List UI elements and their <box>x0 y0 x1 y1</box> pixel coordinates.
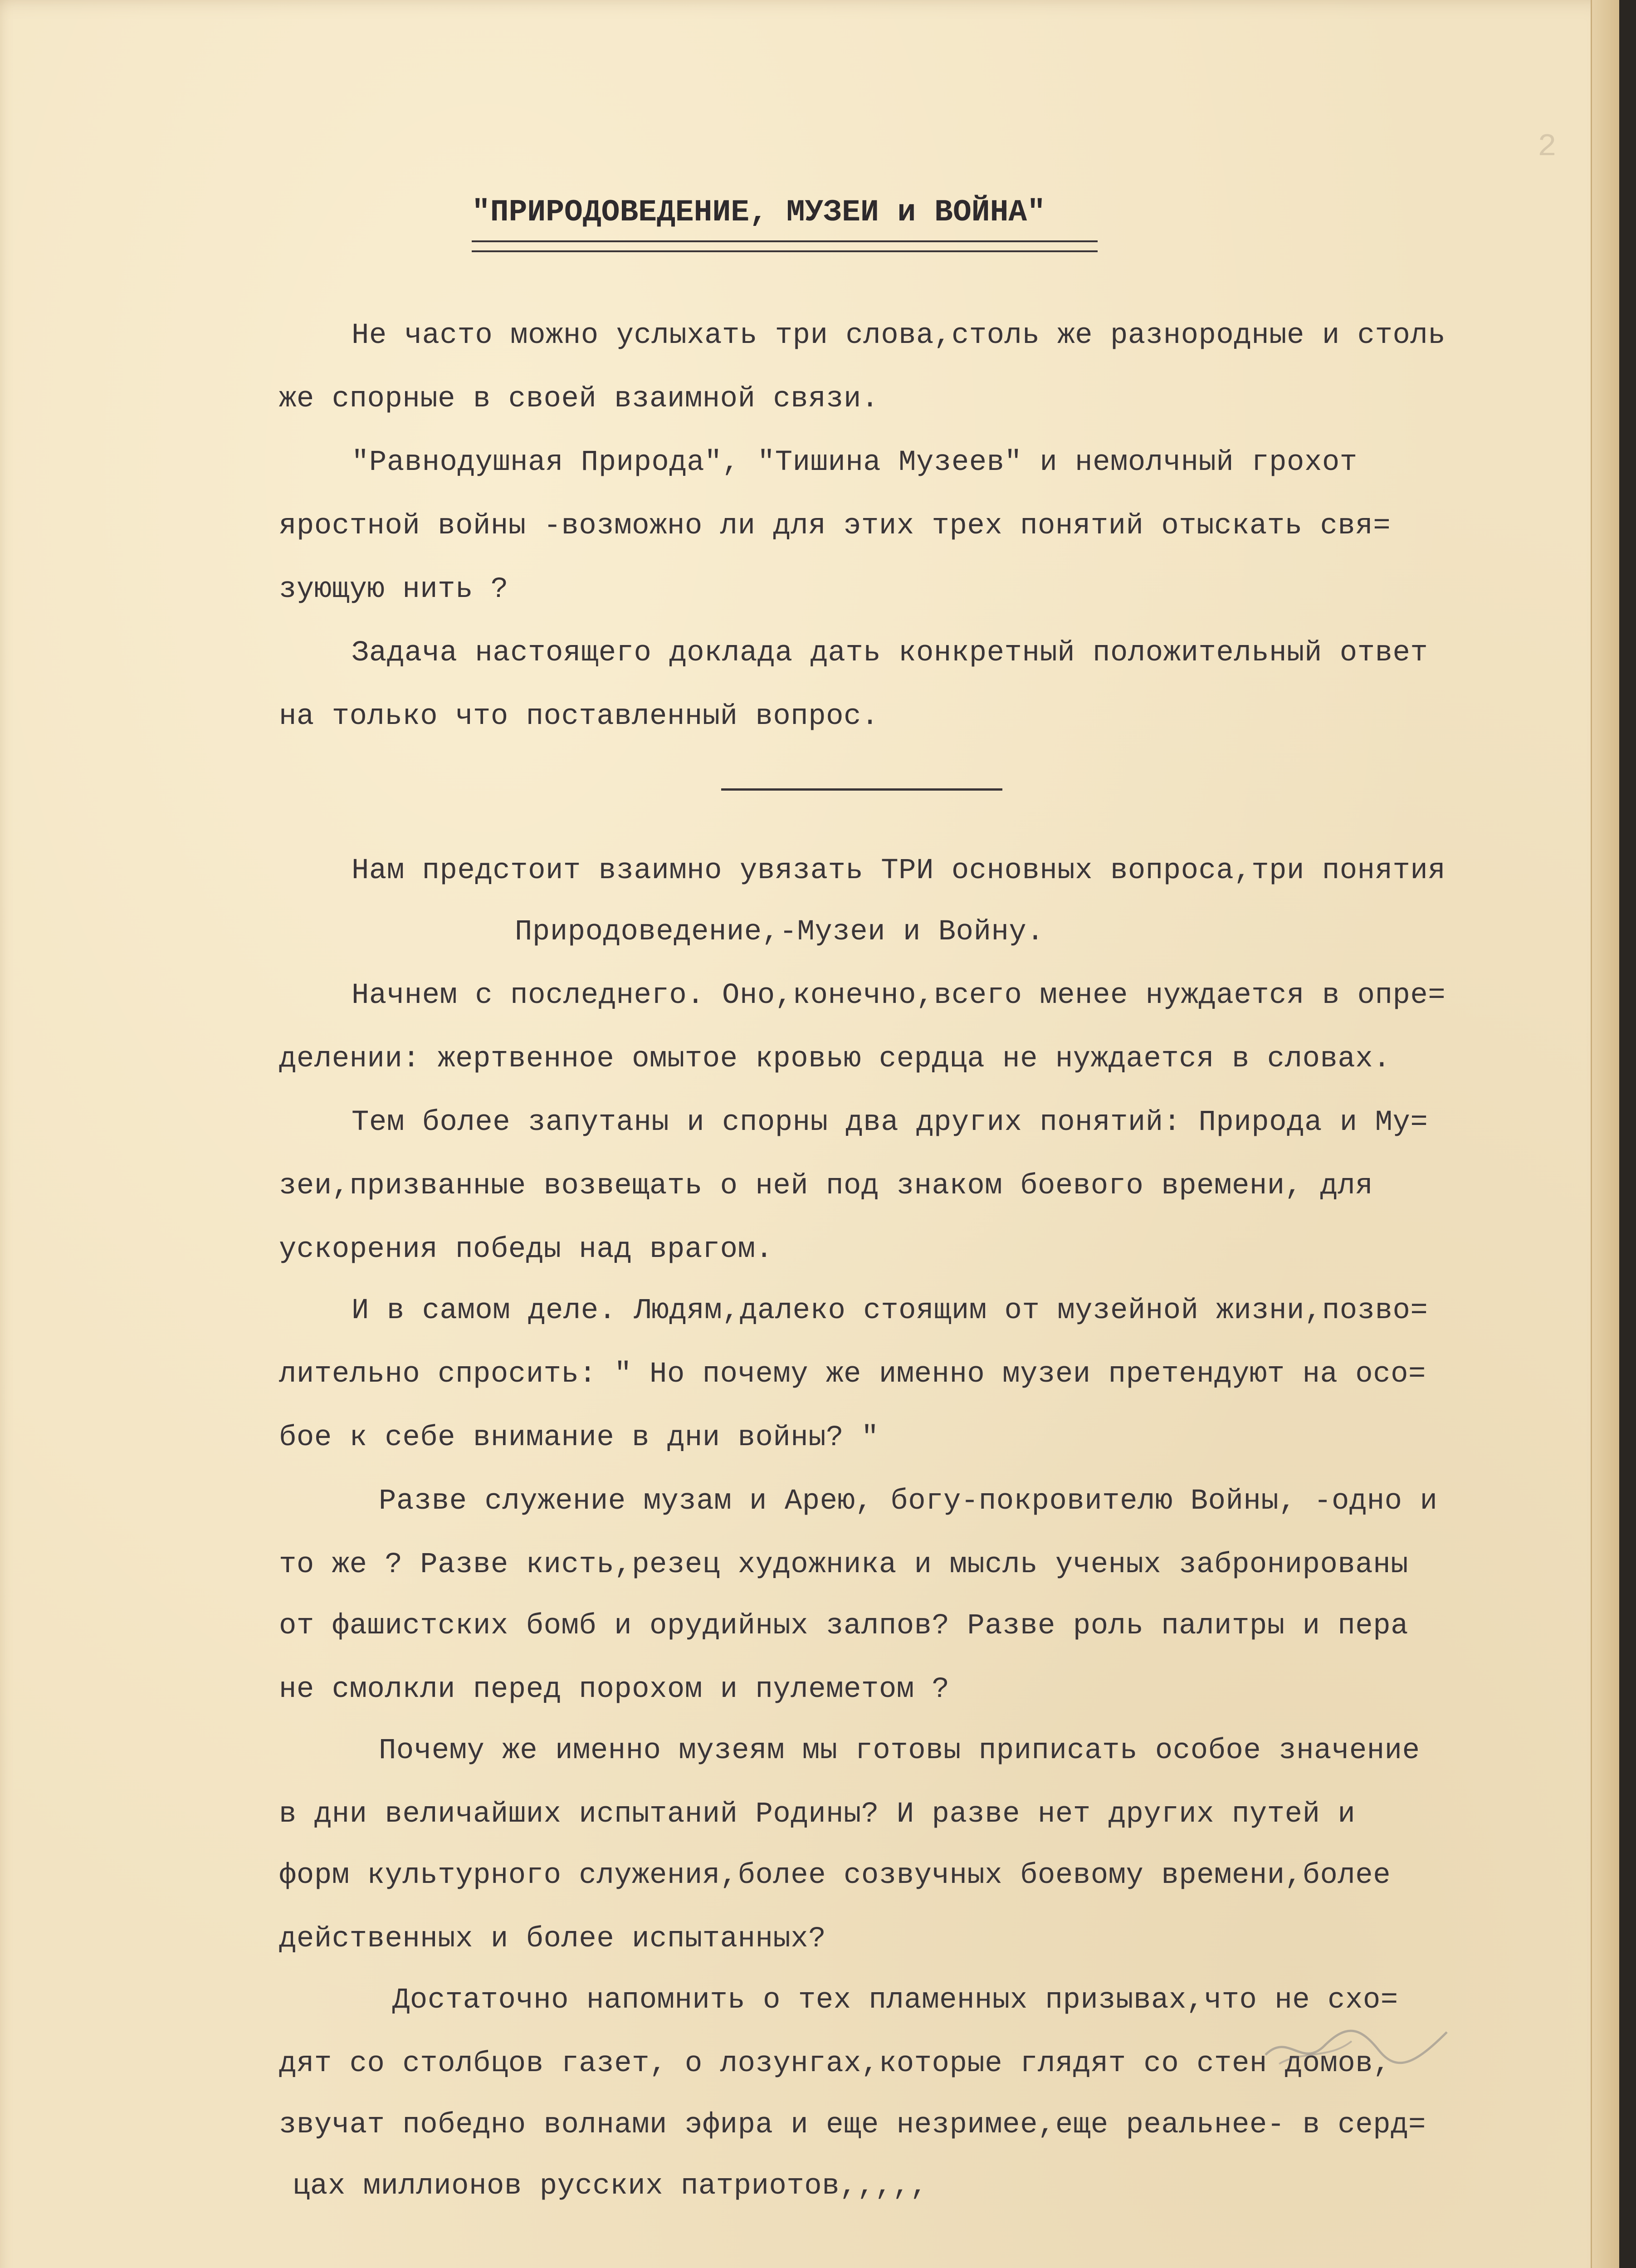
text-line: Почему же именно музеям мы готовы приписать особое значение <box>379 1735 1420 1767</box>
text-line: зующую нить ? <box>279 573 508 606</box>
text-line: Достаточно напомнить о тех пламенных призывах,что не схо= <box>392 1984 1398 2017</box>
text-line: Задача настоящего доклада дать конкретный положительный ответ <box>352 637 1428 670</box>
text-line: лительно спросить: " Но почему же именно музеи претендуют на осо= <box>279 1358 1426 1391</box>
text-line: Не часто можно услыхать три слова,столь же разнородные и столь <box>352 319 1446 352</box>
page-number: 2 <box>1538 129 1557 165</box>
text-line: в дни величайших испытаний Родины? И разве нет других путей и <box>279 1798 1356 1831</box>
text-line: действенных и более испытанных? <box>279 1923 826 1955</box>
text-line: Нам предстоит взаимно увязать ТРИ основных вопроса,три понятия <box>352 855 1446 887</box>
text-line: цах миллионов русских патриотов,,,,, <box>293 2170 928 2203</box>
text-line: Природоведение,-Музеи и Войну. <box>515 916 1045 948</box>
text-line: яростной войны -возможно ли для этих трех понятий отыскать свя= <box>279 510 1391 543</box>
text-line: "Равнодушная Природа", "Тишина Музеев" и немолчный грохот <box>352 446 1358 479</box>
text-line: форм культурного служения,более созвучных боевому времени,более <box>279 1859 1391 1892</box>
text-line: на только что поставленный вопрос. <box>279 700 879 733</box>
text-line: Разве служение музам и Арею, богу-покровителю Войны, -одно и <box>379 1485 1438 1518</box>
text-line: Тем более запутаны и спорны два других понятий: Природа и Му= <box>352 1106 1428 1139</box>
text-line: не смолкли перед порохом и пулеметом ? <box>279 1673 950 1706</box>
text-line: то же ? Разве кисть,резец художника и мысль ученых забронированы <box>279 1549 1408 1581</box>
text-line: ускорения победы над врагом. <box>279 1233 773 1266</box>
document-title: "ПРИРОДОВЕДЕНИЕ, МУЗЕИ и ВОЙНА" <box>472 195 1046 230</box>
text-line: И в самом деле. Людям,далеко стоящим от музейной жизни,позво= <box>352 1295 1428 1327</box>
text-line: бое к себе внимание в дни войны? " <box>279 1422 879 1454</box>
text-line: дят со столбцов газет, о лозунгах,которые глядят со стен домов, <box>279 2048 1391 2080</box>
title-double-underline <box>472 240 1098 252</box>
text-line: Начнем с последнего. Оно,конечно,всего менее нуждается в опре= <box>352 979 1446 1012</box>
section-divider <box>721 788 1002 791</box>
text-line: от фашистских бомб и орудийных залпов? Разве роль палитры и пера <box>279 1610 1408 1642</box>
text-line: звучат победно волнами эфира и еще незримее,еще реальнее- в серд= <box>279 2109 1426 2141</box>
text-line: зеи,призванные возвещать о ней под знаком боевого времени, для <box>279 1170 1373 1202</box>
page-edge-right <box>1591 0 1619 2268</box>
pencil-scribble <box>1261 2014 1451 2077</box>
text-line: делении: жертвенное омытое кровью сердца не нуждается в словах. <box>279 1043 1391 1075</box>
text-line: же спорные в своей взаимной связи. <box>279 383 879 415</box>
